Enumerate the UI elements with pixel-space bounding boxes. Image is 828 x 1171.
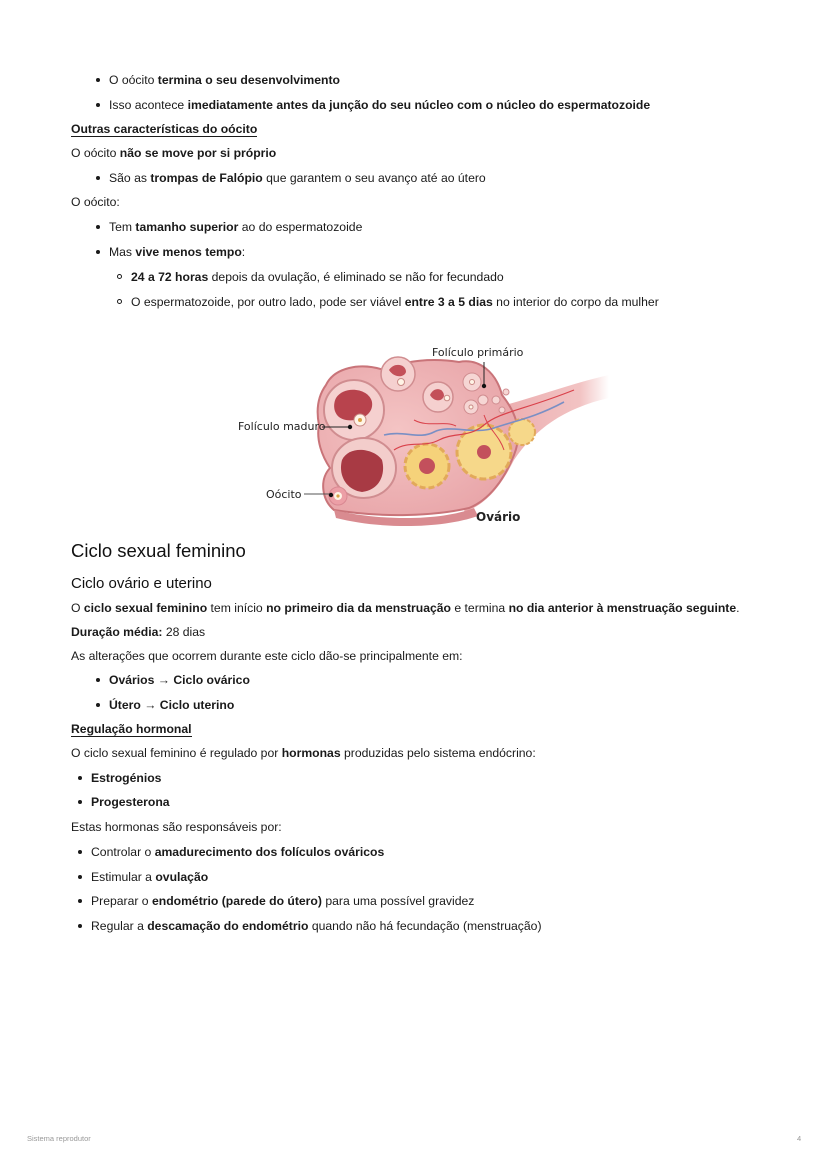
text: que garantem o seu avanço até ao útero bbox=[262, 171, 486, 185]
subheading-outras bbox=[71, 121, 257, 137]
text: : bbox=[241, 245, 246, 259]
text: Estimular a bbox=[91, 870, 156, 884]
text: produzidas pelo sistema endócrino: bbox=[340, 746, 536, 760]
bullet-icon bbox=[78, 875, 82, 879]
bullet-icon bbox=[96, 225, 100, 229]
page-number: 4 bbox=[797, 1134, 802, 1143]
bold-text: ovulação bbox=[155, 870, 209, 884]
bold-text: descamação do endométrio bbox=[147, 919, 309, 933]
paragraph: As alterações que ocorrem durante este ciclo dão-se principalmente em: bbox=[71, 649, 463, 663]
bullet-icon bbox=[96, 78, 100, 82]
section-heading: Ciclo sexual feminino bbox=[71, 540, 246, 561]
paragraph bbox=[71, 600, 740, 616]
ovary-illustration bbox=[234, 340, 614, 530]
bold-text: hormonas bbox=[281, 746, 341, 760]
text: O oócito bbox=[71, 146, 120, 160]
text: quando não há fecundação (menstruação) bbox=[308, 919, 542, 933]
bold-text: não se move por si próprio bbox=[119, 146, 277, 160]
paragraph bbox=[71, 745, 536, 761]
text: para uma possível gravidez bbox=[321, 894, 475, 908]
text: no interior do corpo da mulher bbox=[492, 295, 659, 309]
bold-text: trompas de Falópio bbox=[150, 171, 263, 185]
text: depois da ovulação, é eliminado se não for fecundado bbox=[208, 270, 504, 284]
text: O espermatozoide, por outro lado, pode ser viável bbox=[131, 295, 405, 309]
text: Preparar o bbox=[91, 894, 152, 908]
list-item-hormona: Estrogénios bbox=[91, 771, 162, 785]
bold-text: 24 a 72 horas bbox=[131, 270, 209, 284]
text: tem início bbox=[207, 601, 267, 615]
bullet-icon bbox=[78, 899, 82, 903]
text: Regular a bbox=[91, 919, 148, 933]
text: O oócito bbox=[109, 73, 158, 87]
bullet-icon bbox=[96, 678, 100, 682]
bold-text: no dia anterior à menstruação seguinte bbox=[508, 601, 737, 615]
list-item-ovarios: Ovários → Ciclo ovárico bbox=[109, 673, 250, 687]
bullet-icon bbox=[96, 176, 100, 180]
label-foliculo-maduro: Folículo maduro bbox=[238, 420, 326, 433]
sub-list-item bbox=[131, 294, 659, 310]
text: e termina bbox=[450, 601, 509, 615]
bullet-icon bbox=[78, 800, 82, 804]
list-item bbox=[91, 918, 542, 934]
bold-text: termina o seu desenvolvimento bbox=[157, 73, 340, 87]
bullet-icon bbox=[96, 103, 100, 107]
footer-title: Sistema reprodutor bbox=[27, 1134, 91, 1143]
bold-text: imediatamente antes da junção do seu núcleo com o núcleo do espermatozoide bbox=[187, 98, 651, 112]
paragraph: Estas hormonas são responsáveis por: bbox=[71, 820, 282, 834]
list-item bbox=[91, 893, 474, 909]
text: Tem bbox=[109, 220, 136, 234]
label-ovario: Ovário bbox=[476, 510, 521, 524]
list-item bbox=[91, 844, 384, 860]
bold-text: ciclo sexual feminino bbox=[83, 601, 208, 615]
list-item bbox=[109, 97, 650, 113]
underlined-heading: Regulação hormonal bbox=[71, 722, 192, 736]
bullet-icon bbox=[78, 924, 82, 928]
bold-text: vive menos tempo bbox=[135, 245, 242, 259]
ovary-diagram-icon bbox=[234, 340, 614, 530]
list-item bbox=[109, 72, 340, 88]
bold-text: tamanho superior bbox=[135, 220, 239, 234]
paragraph: O oócito: bbox=[71, 195, 120, 209]
text: O bbox=[71, 601, 84, 615]
bullet-icon bbox=[78, 850, 82, 854]
bold-text: amadurecimento dos folículos ováricos bbox=[154, 845, 385, 859]
list-item bbox=[91, 869, 208, 885]
list-item bbox=[109, 244, 245, 260]
paragraph-duracao bbox=[71, 624, 205, 640]
text: 28 dias bbox=[162, 625, 206, 639]
text: . bbox=[736, 601, 740, 615]
bold-text: entre 3 a 5 dias bbox=[404, 295, 493, 309]
section-subheading: Ciclo ovário e uterino bbox=[71, 575, 212, 592]
bullet-icon bbox=[96, 250, 100, 254]
list-item-hormona: Progesterona bbox=[91, 795, 170, 809]
subheading-regulacao bbox=[71, 721, 192, 737]
list-item bbox=[109, 219, 362, 235]
bullet-icon bbox=[96, 703, 100, 707]
list-item-utero: Útero → Ciclo uterino bbox=[109, 698, 235, 712]
bold-text: endométrio (parede do útero) bbox=[151, 894, 322, 908]
circle-bullet-icon bbox=[117, 299, 122, 304]
label-oocito: Oócito bbox=[266, 488, 302, 501]
text: Mas bbox=[109, 245, 136, 259]
bold-text: no primeiro dia da menstruação bbox=[266, 601, 451, 615]
circle-bullet-icon bbox=[117, 274, 122, 279]
label-foliculo-primario: Folículo primário bbox=[432, 346, 524, 359]
bullet-icon bbox=[78, 776, 82, 780]
bold-text: Duração média: bbox=[71, 625, 163, 639]
text: O ciclo sexual feminino é regulado por bbox=[71, 746, 282, 760]
text: Controlar o bbox=[91, 845, 155, 859]
sub-list-item bbox=[131, 269, 504, 285]
list-item bbox=[109, 170, 486, 186]
text: Isso acontece bbox=[109, 98, 188, 112]
text: São as bbox=[109, 171, 151, 185]
text: ao do espermatozoide bbox=[238, 220, 363, 234]
paragraph bbox=[71, 145, 276, 161]
underlined-heading: Outras características do oócito bbox=[71, 122, 258, 136]
